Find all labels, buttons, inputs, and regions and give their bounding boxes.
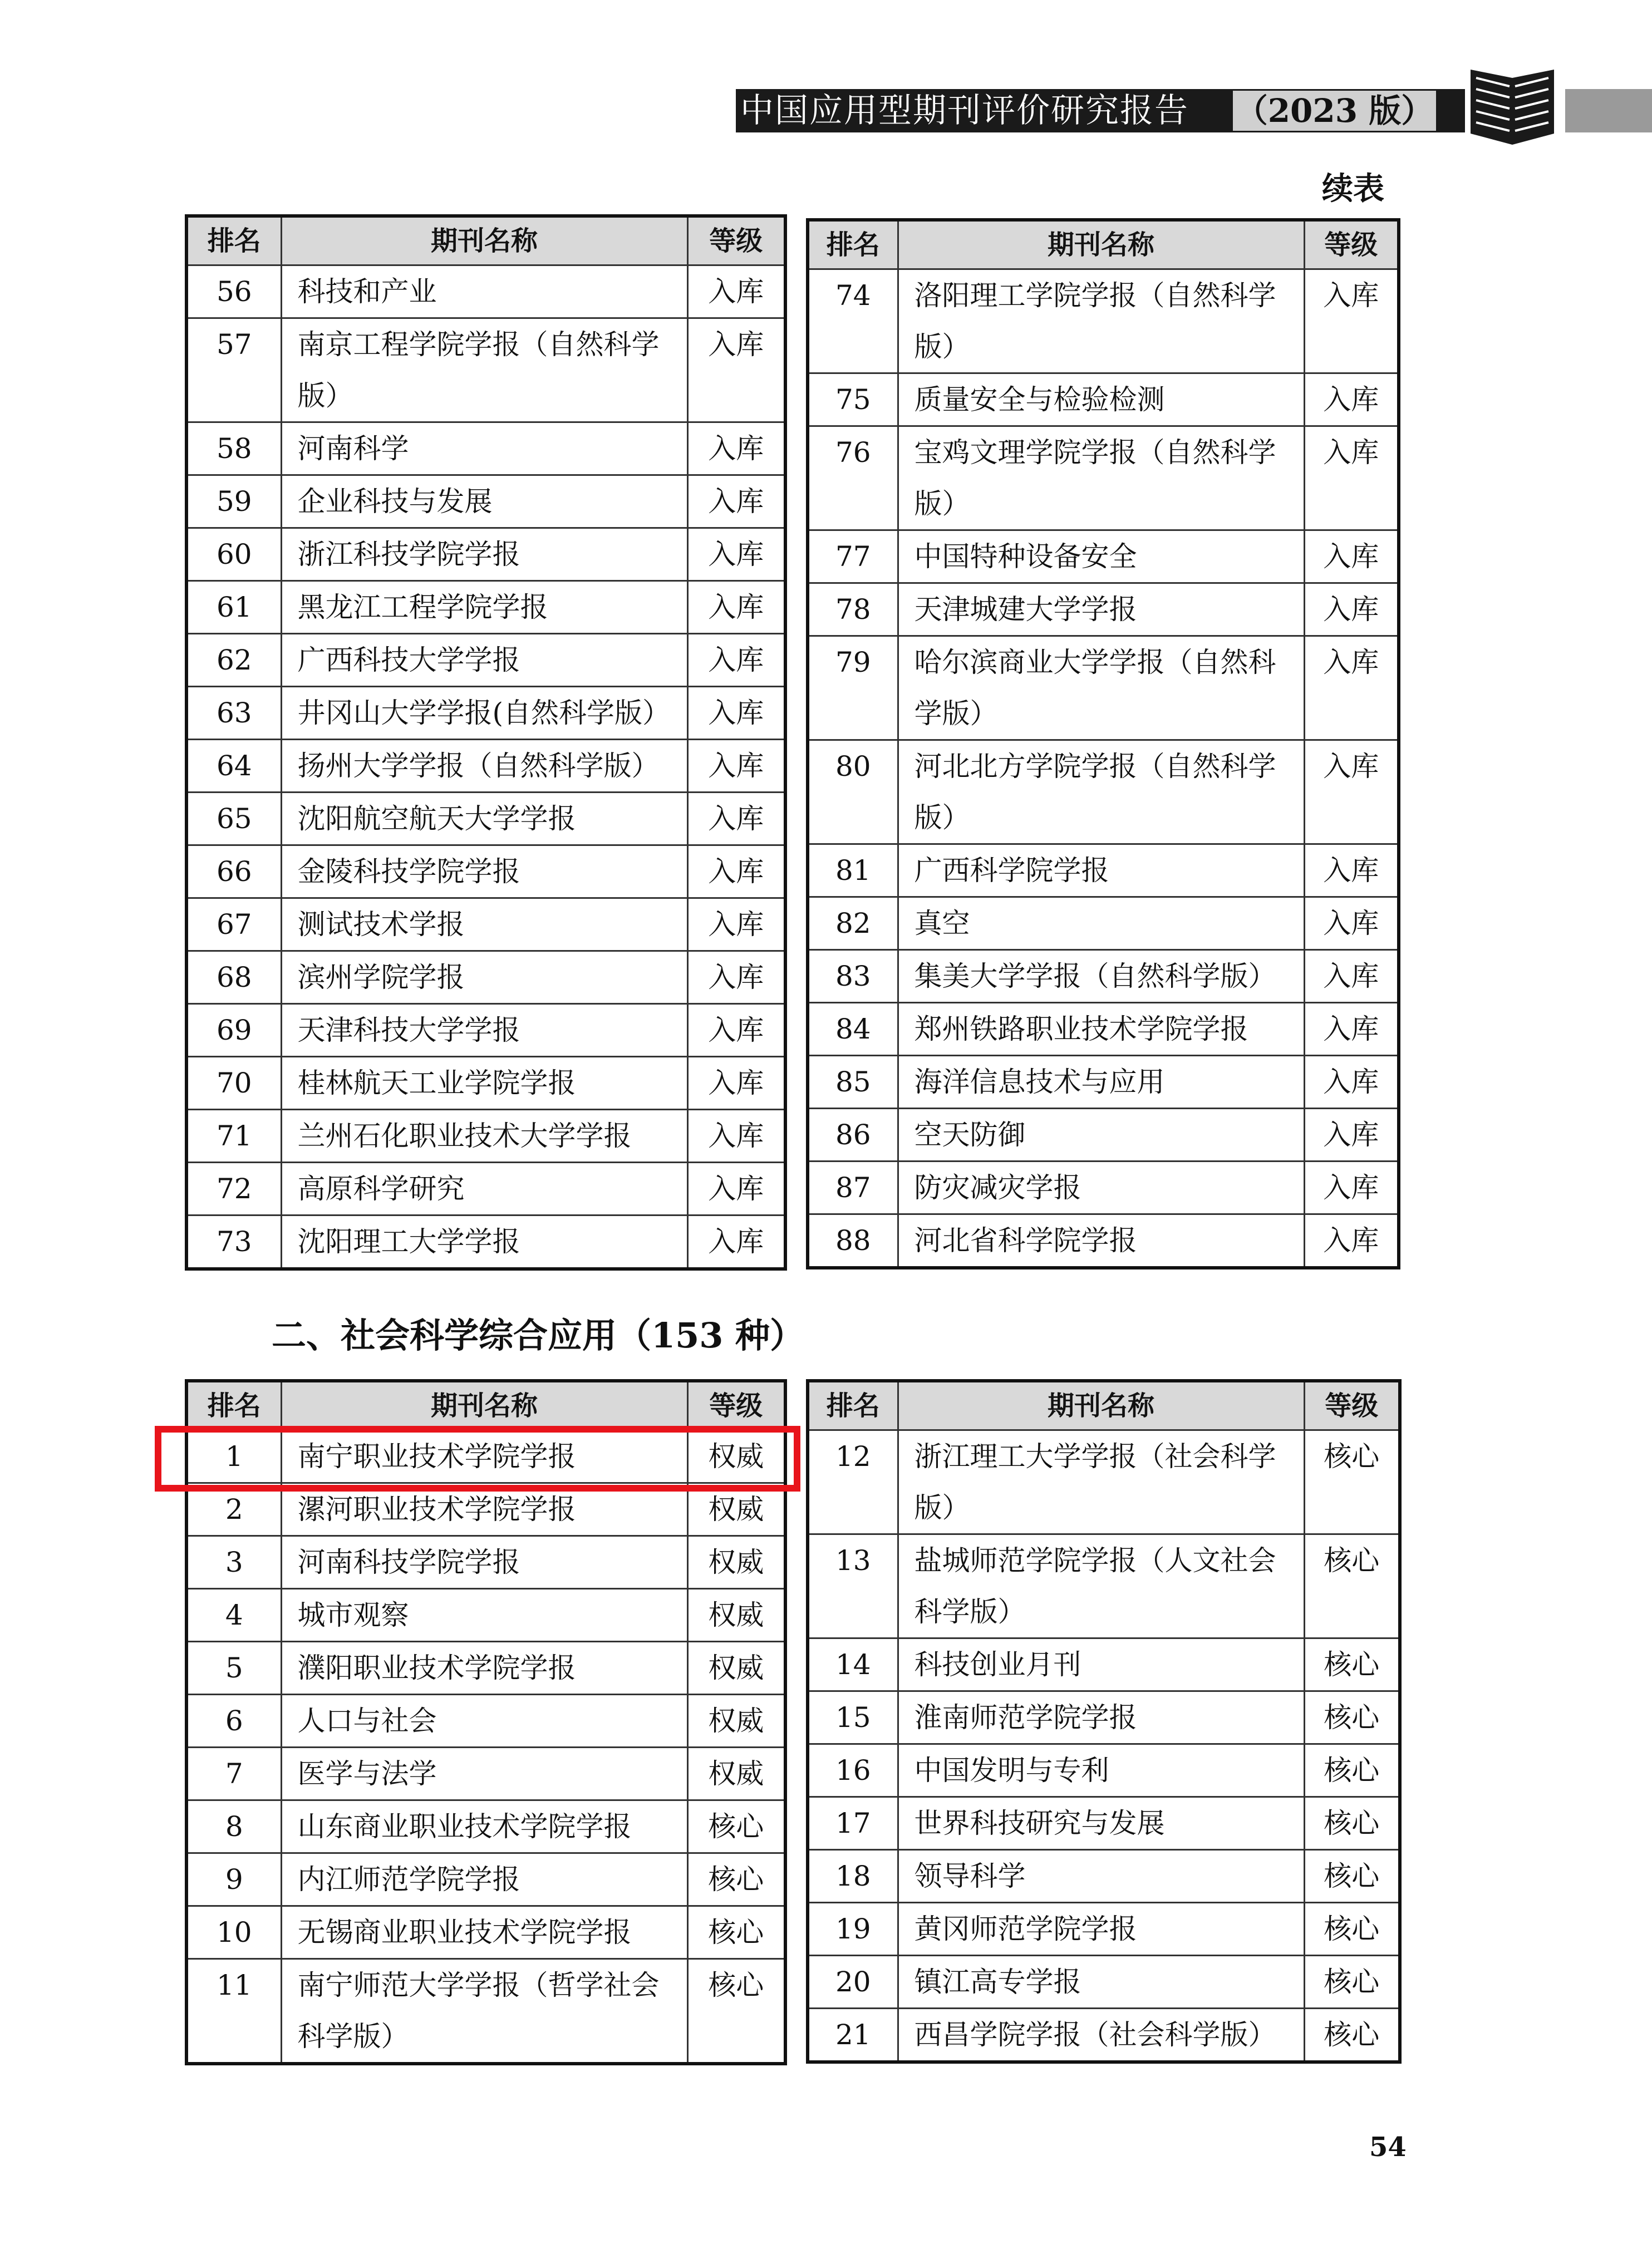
rank-cell: 4 <box>186 1589 281 1642</box>
journal-name-cell: 企业科技与发展 <box>281 475 687 528</box>
table-row <box>186 1748 785 1800</box>
rank-cell: 72 <box>186 1163 281 1216</box>
journal-name-cell: 镇江高专学报 <box>898 1956 1304 2009</box>
journal-name-cell: 天津科技大学学报 <box>281 1004 687 1057</box>
journal-name-cell: 浙江理工大学学报（社会科学版） <box>898 1430 1304 1534</box>
journal-name-cell: 人口与社会 <box>281 1695 687 1748</box>
rank-cell: 65 <box>186 793 281 845</box>
table-row <box>186 845 785 898</box>
rank-cell: 64 <box>186 740 281 793</box>
rank-cell: 59 <box>186 475 281 528</box>
grade-cell: 核心 <box>687 1906 785 1959</box>
grade-cell: 入库 <box>1304 740 1399 844</box>
grade-cell: 核心 <box>1304 1430 1400 1534</box>
grade-cell: 入库 <box>687 634 785 687</box>
col-header-grade: 等级 <box>687 1381 785 1430</box>
grade-cell: 入库 <box>687 1163 785 1216</box>
col-header-name: 期刊名称 <box>898 1381 1304 1430</box>
grade-cell: 权威 <box>687 1748 785 1800</box>
journal-name-cell: 防灾减灾学报 <box>898 1162 1304 1214</box>
journal-name-cell: 桂林航天工业学院学报 <box>281 1057 687 1110</box>
journal-name-cell: 哈尔滨商业大学学报（自然科学版） <box>898 636 1304 740</box>
table-row <box>186 1695 785 1748</box>
rank-cell: 13 <box>808 1534 898 1638</box>
grade-cell: 入库 <box>687 793 785 845</box>
table-row <box>808 844 1399 897</box>
grade-cell: 入库 <box>1304 1162 1399 1214</box>
grade-cell: 权威 <box>687 1695 785 1748</box>
journal-name-cell: 真空 <box>898 897 1304 950</box>
grade-cell: 权威 <box>687 1430 785 1483</box>
journal-name-cell: 南宁师范大学学报（哲学社会科学版） <box>281 1959 687 2064</box>
rank-cell: 74 <box>808 269 898 373</box>
grade-cell: 入库 <box>687 265 785 318</box>
grade-cell: 核心 <box>1304 1797 1400 1850</box>
journal-name-cell: 浙江科技学院学报 <box>281 528 687 581</box>
rank-cell: 77 <box>808 530 898 583</box>
table-row <box>808 373 1399 426</box>
rank-cell: 83 <box>808 950 898 1003</box>
table-row <box>808 897 1399 950</box>
journal-name-cell: 河北省科学院学报 <box>898 1214 1304 1268</box>
journal-name-cell: 滨州学院学报 <box>281 951 687 1004</box>
grade-cell: 入库 <box>687 422 785 475</box>
book-icon <box>1465 67 1560 150</box>
grade-cell: 权威 <box>687 1483 785 1536</box>
rank-cell: 62 <box>186 634 281 687</box>
col-header-grade: 等级 <box>1304 220 1399 269</box>
grade-cell: 入库 <box>687 1057 785 1110</box>
rank-cell: 5 <box>186 1642 281 1695</box>
rank-cell: 16 <box>808 1744 898 1797</box>
grade-cell: 入库 <box>687 581 785 634</box>
table-row <box>186 265 785 318</box>
journal-name-cell: 黑龙江工程学院学报 <box>281 581 687 634</box>
journal-name-cell: 南京工程学院学报（自然科学版） <box>281 318 687 422</box>
table-row <box>808 1214 1399 1268</box>
rank-cell: 1 <box>186 1430 281 1483</box>
rank-cell: 82 <box>808 897 898 950</box>
table-row <box>808 1903 1400 1956</box>
table-row <box>808 1850 1400 1903</box>
grade-cell: 入库 <box>687 687 785 740</box>
journal-name-cell: 集美大学学报（自然科学版） <box>898 950 1304 1003</box>
table-row <box>186 1110 785 1163</box>
table-row <box>808 950 1399 1003</box>
grade-cell: 权威 <box>687 1642 785 1695</box>
rank-cell: 11 <box>186 1959 281 2064</box>
grade-cell: 入库 <box>687 740 785 793</box>
rank-cell: 87 <box>808 1162 898 1214</box>
table-row <box>186 318 785 422</box>
table-row <box>186 898 785 951</box>
rank-cell: 88 <box>808 1214 898 1268</box>
table-row <box>808 269 1399 373</box>
table-row <box>186 793 785 845</box>
page-number: 54 <box>1369 2132 1407 2163</box>
grade-cell: 入库 <box>1304 1003 1399 1056</box>
table-row <box>186 1004 785 1057</box>
rank-cell: 15 <box>808 1691 898 1744</box>
table-row <box>808 636 1399 740</box>
col-header-grade: 等级 <box>1304 1381 1400 1430</box>
grade-cell: 入库 <box>1304 1109 1399 1162</box>
grade-cell: 入库 <box>1304 844 1399 897</box>
table-row <box>808 1430 1400 1534</box>
rank-cell: 18 <box>808 1850 898 1903</box>
grade-cell: 入库 <box>687 1004 785 1057</box>
rank-cell: 60 <box>186 528 281 581</box>
grade-cell: 核心 <box>687 1800 785 1853</box>
journal-name-cell: 空天防御 <box>898 1109 1304 1162</box>
rank-cell: 75 <box>808 373 898 426</box>
journal-name-cell: 广西科技大学学报 <box>281 634 687 687</box>
grade-cell: 入库 <box>1304 1214 1399 1268</box>
journal-name-cell: 兰州石化职业技术大学学报 <box>281 1110 687 1163</box>
grade-cell: 权威 <box>687 1589 785 1642</box>
rank-cell: 9 <box>186 1853 281 1906</box>
col-header-name: 期刊名称 <box>281 216 687 265</box>
rank-cell: 10 <box>186 1906 281 1959</box>
table-row <box>808 583 1399 636</box>
grade-cell: 核心 <box>1304 1903 1400 1956</box>
grade-cell: 入库 <box>687 475 785 528</box>
col-header-rank: 排名 <box>186 1381 281 1430</box>
table-row <box>186 1642 785 1695</box>
grade-cell: 入库 <box>1304 426 1399 530</box>
journal-name-cell: 西昌学院学报（社会科学版） <box>898 2009 1304 2063</box>
grade-cell: 入库 <box>1304 897 1399 950</box>
table-row <box>186 1853 785 1906</box>
journal-name-cell: 洛阳理工学院学报（自然科学版） <box>898 269 1304 373</box>
table-row <box>808 530 1399 583</box>
rank-cell: 63 <box>186 687 281 740</box>
grade-cell: 入库 <box>687 318 785 422</box>
journal-name-cell: 漯河职业技术学院学报 <box>281 1483 687 1536</box>
grade-cell: 入库 <box>687 1216 785 1269</box>
grade-cell: 入库 <box>687 528 785 581</box>
journal-name-cell: 科技创业月刊 <box>898 1638 1304 1691</box>
table-row <box>808 1691 1400 1744</box>
table-row <box>808 1162 1399 1214</box>
col-header-rank: 排名 <box>808 220 898 269</box>
rank-cell: 57 <box>186 318 281 422</box>
grade-cell: 入库 <box>1304 636 1399 740</box>
journal-name-cell: 河南科学 <box>281 422 687 475</box>
table-row <box>808 1056 1399 1109</box>
table-row <box>808 1003 1399 1056</box>
table-row <box>808 1797 1400 1850</box>
journal-name-cell: 医学与法学 <box>281 1748 687 1800</box>
grade-cell: 核心 <box>1304 1956 1400 2009</box>
journal-name-cell: 城市观察 <box>281 1589 687 1642</box>
table-continued-left <box>185 214 787 1271</box>
grade-cell: 入库 <box>687 898 785 951</box>
table-continued-right <box>806 218 1400 1269</box>
rank-cell: 58 <box>186 422 281 475</box>
grade-cell: 入库 <box>1304 530 1399 583</box>
header-band-right <box>1565 89 1652 132</box>
journal-name-cell: 山东商业职业技术学院学报 <box>281 1800 687 1853</box>
journal-name-cell: 南宁职业技术学院学报 <box>281 1430 687 1483</box>
table-row <box>186 951 785 1004</box>
col-header-rank: 排名 <box>186 216 281 265</box>
rank-cell: 14 <box>808 1638 898 1691</box>
journal-name-cell: 广西科学院学报 <box>898 844 1304 897</box>
rank-cell: 86 <box>808 1109 898 1162</box>
rank-cell: 80 <box>808 740 898 844</box>
table-row <box>808 1109 1399 1162</box>
rank-cell: 3 <box>186 1536 281 1589</box>
table-row <box>186 528 785 581</box>
journal-name-cell: 中国特种设备安全 <box>898 530 1304 583</box>
table-row <box>186 634 785 687</box>
col-header-name: 期刊名称 <box>898 220 1304 269</box>
rank-cell: 12 <box>808 1430 898 1534</box>
journal-name-cell: 扬州大学学报（自然科学版） <box>281 740 687 793</box>
table-row <box>186 1959 785 2064</box>
table-row <box>808 1534 1400 1638</box>
table-row <box>808 426 1399 530</box>
grade-cell: 入库 <box>687 951 785 1004</box>
table-row <box>186 1163 785 1216</box>
rank-cell: 76 <box>808 426 898 530</box>
journal-name-cell: 领导科学 <box>898 1850 1304 1903</box>
table-row <box>186 740 785 793</box>
continued-label: 续表 <box>1322 171 1384 207</box>
grade-cell: 权威 <box>687 1536 785 1589</box>
journal-name-cell: 天津城建大学学报 <box>898 583 1304 636</box>
rank-cell: 78 <box>808 583 898 636</box>
section-heading: 二、社会科学综合应用（153 种） <box>272 1315 805 1356</box>
table-row <box>186 1057 785 1110</box>
table-row <box>808 1956 1400 2009</box>
journal-name-cell: 宝鸡文理学院学报（自然科学版） <box>898 426 1304 530</box>
col-header-rank: 排名 <box>808 1381 898 1430</box>
table-social-science-right <box>806 1379 1402 2064</box>
journal-name-cell: 河北北方学院学报（自然科学版） <box>898 740 1304 844</box>
table-row <box>186 1589 785 1642</box>
rank-cell: 68 <box>186 951 281 1004</box>
table-row <box>186 475 785 528</box>
grade-cell: 核心 <box>1304 1850 1400 1903</box>
table-row <box>186 581 785 634</box>
table-row <box>186 687 785 740</box>
rank-cell: 67 <box>186 898 281 951</box>
rank-cell: 69 <box>186 1004 281 1057</box>
rank-cell: 6 <box>186 1695 281 1748</box>
grade-cell: 入库 <box>687 1110 785 1163</box>
grade-cell: 核心 <box>687 1959 785 2064</box>
table-row <box>808 1744 1400 1797</box>
col-header-grade: 等级 <box>687 216 785 265</box>
rank-cell: 56 <box>186 265 281 318</box>
journal-name-cell: 科技和产业 <box>281 265 687 318</box>
journal-name-cell: 沈阳理工大学学报 <box>281 1216 687 1269</box>
rank-cell: 19 <box>808 1903 898 1956</box>
journal-name-cell: 井冈山大学学报(自然科学版） <box>281 687 687 740</box>
grade-cell: 入库 <box>1304 373 1399 426</box>
table-row <box>186 1216 785 1269</box>
rank-cell: 2 <box>186 1483 281 1536</box>
rank-cell: 85 <box>808 1056 898 1109</box>
report-title: 中国应用型期刊评价研究报告 <box>740 91 1189 130</box>
grade-cell: 核心 <box>1304 1691 1400 1744</box>
table-row <box>186 1800 785 1853</box>
table-row <box>186 1906 785 1959</box>
journal-name-cell: 测试技术学报 <box>281 898 687 951</box>
rank-cell: 66 <box>186 845 281 898</box>
journal-name-cell: 海洋信息技术与应用 <box>898 1056 1304 1109</box>
rank-cell: 61 <box>186 581 281 634</box>
journal-name-cell: 无锡商业职业技术学院学报 <box>281 1906 687 1959</box>
rank-cell: 81 <box>808 844 898 897</box>
grade-cell: 入库 <box>1304 1056 1399 1109</box>
rank-cell: 8 <box>186 1800 281 1853</box>
journal-name-cell: 金陵科技学院学报 <box>281 845 687 898</box>
table-row <box>808 740 1399 844</box>
rank-cell: 7 <box>186 1748 281 1800</box>
rank-cell: 84 <box>808 1003 898 1056</box>
rank-cell: 71 <box>186 1110 281 1163</box>
journal-name-cell: 濮阳职业技术学院学报 <box>281 1642 687 1695</box>
rank-cell: 70 <box>186 1057 281 1110</box>
table-row <box>186 422 785 475</box>
journal-name-cell: 世界科技研究与发展 <box>898 1797 1304 1850</box>
grade-cell: 核心 <box>687 1853 785 1906</box>
journal-name-cell: 沈阳航空航天大学学报 <box>281 793 687 845</box>
grade-cell: 入库 <box>1304 950 1399 1003</box>
journal-name-cell: 郑州铁路职业技术学院学报 <box>898 1003 1304 1056</box>
table-row <box>808 2009 1400 2063</box>
highlight-box <box>155 1426 800 1492</box>
journal-name-cell: 质量安全与检验检测 <box>898 373 1304 426</box>
col-header-name: 期刊名称 <box>281 1381 687 1430</box>
grade-cell: 核心 <box>1304 2009 1400 2063</box>
edition-label: （2023 版） <box>1233 91 1436 131</box>
rank-cell: 21 <box>808 2009 898 2063</box>
rank-cell: 20 <box>808 1956 898 2009</box>
journal-name-cell: 中国发明与专利 <box>898 1744 1304 1797</box>
rank-cell: 79 <box>808 636 898 740</box>
journal-name-cell: 盐城师范学院学报（人文社会科学版） <box>898 1534 1304 1638</box>
grade-cell: 入库 <box>687 845 785 898</box>
grade-cell: 核心 <box>1304 1744 1400 1797</box>
table-row <box>808 1638 1400 1691</box>
grade-cell: 入库 <box>1304 583 1399 636</box>
table-row <box>186 1536 785 1589</box>
journal-name-cell: 淮南师范学院学报 <box>898 1691 1304 1744</box>
journal-name-cell: 高原科学研究 <box>281 1163 687 1216</box>
journal-name-cell: 内江师范学院学报 <box>281 1853 687 1906</box>
journal-name-cell: 河南科技学院学报 <box>281 1536 687 1589</box>
grade-cell: 入库 <box>1304 269 1399 373</box>
rank-cell: 17 <box>808 1797 898 1850</box>
rank-cell: 73 <box>186 1216 281 1269</box>
grade-cell: 核心 <box>1304 1534 1400 1638</box>
grade-cell: 核心 <box>1304 1638 1400 1691</box>
journal-name-cell: 黄冈师范学院学报 <box>898 1903 1304 1956</box>
